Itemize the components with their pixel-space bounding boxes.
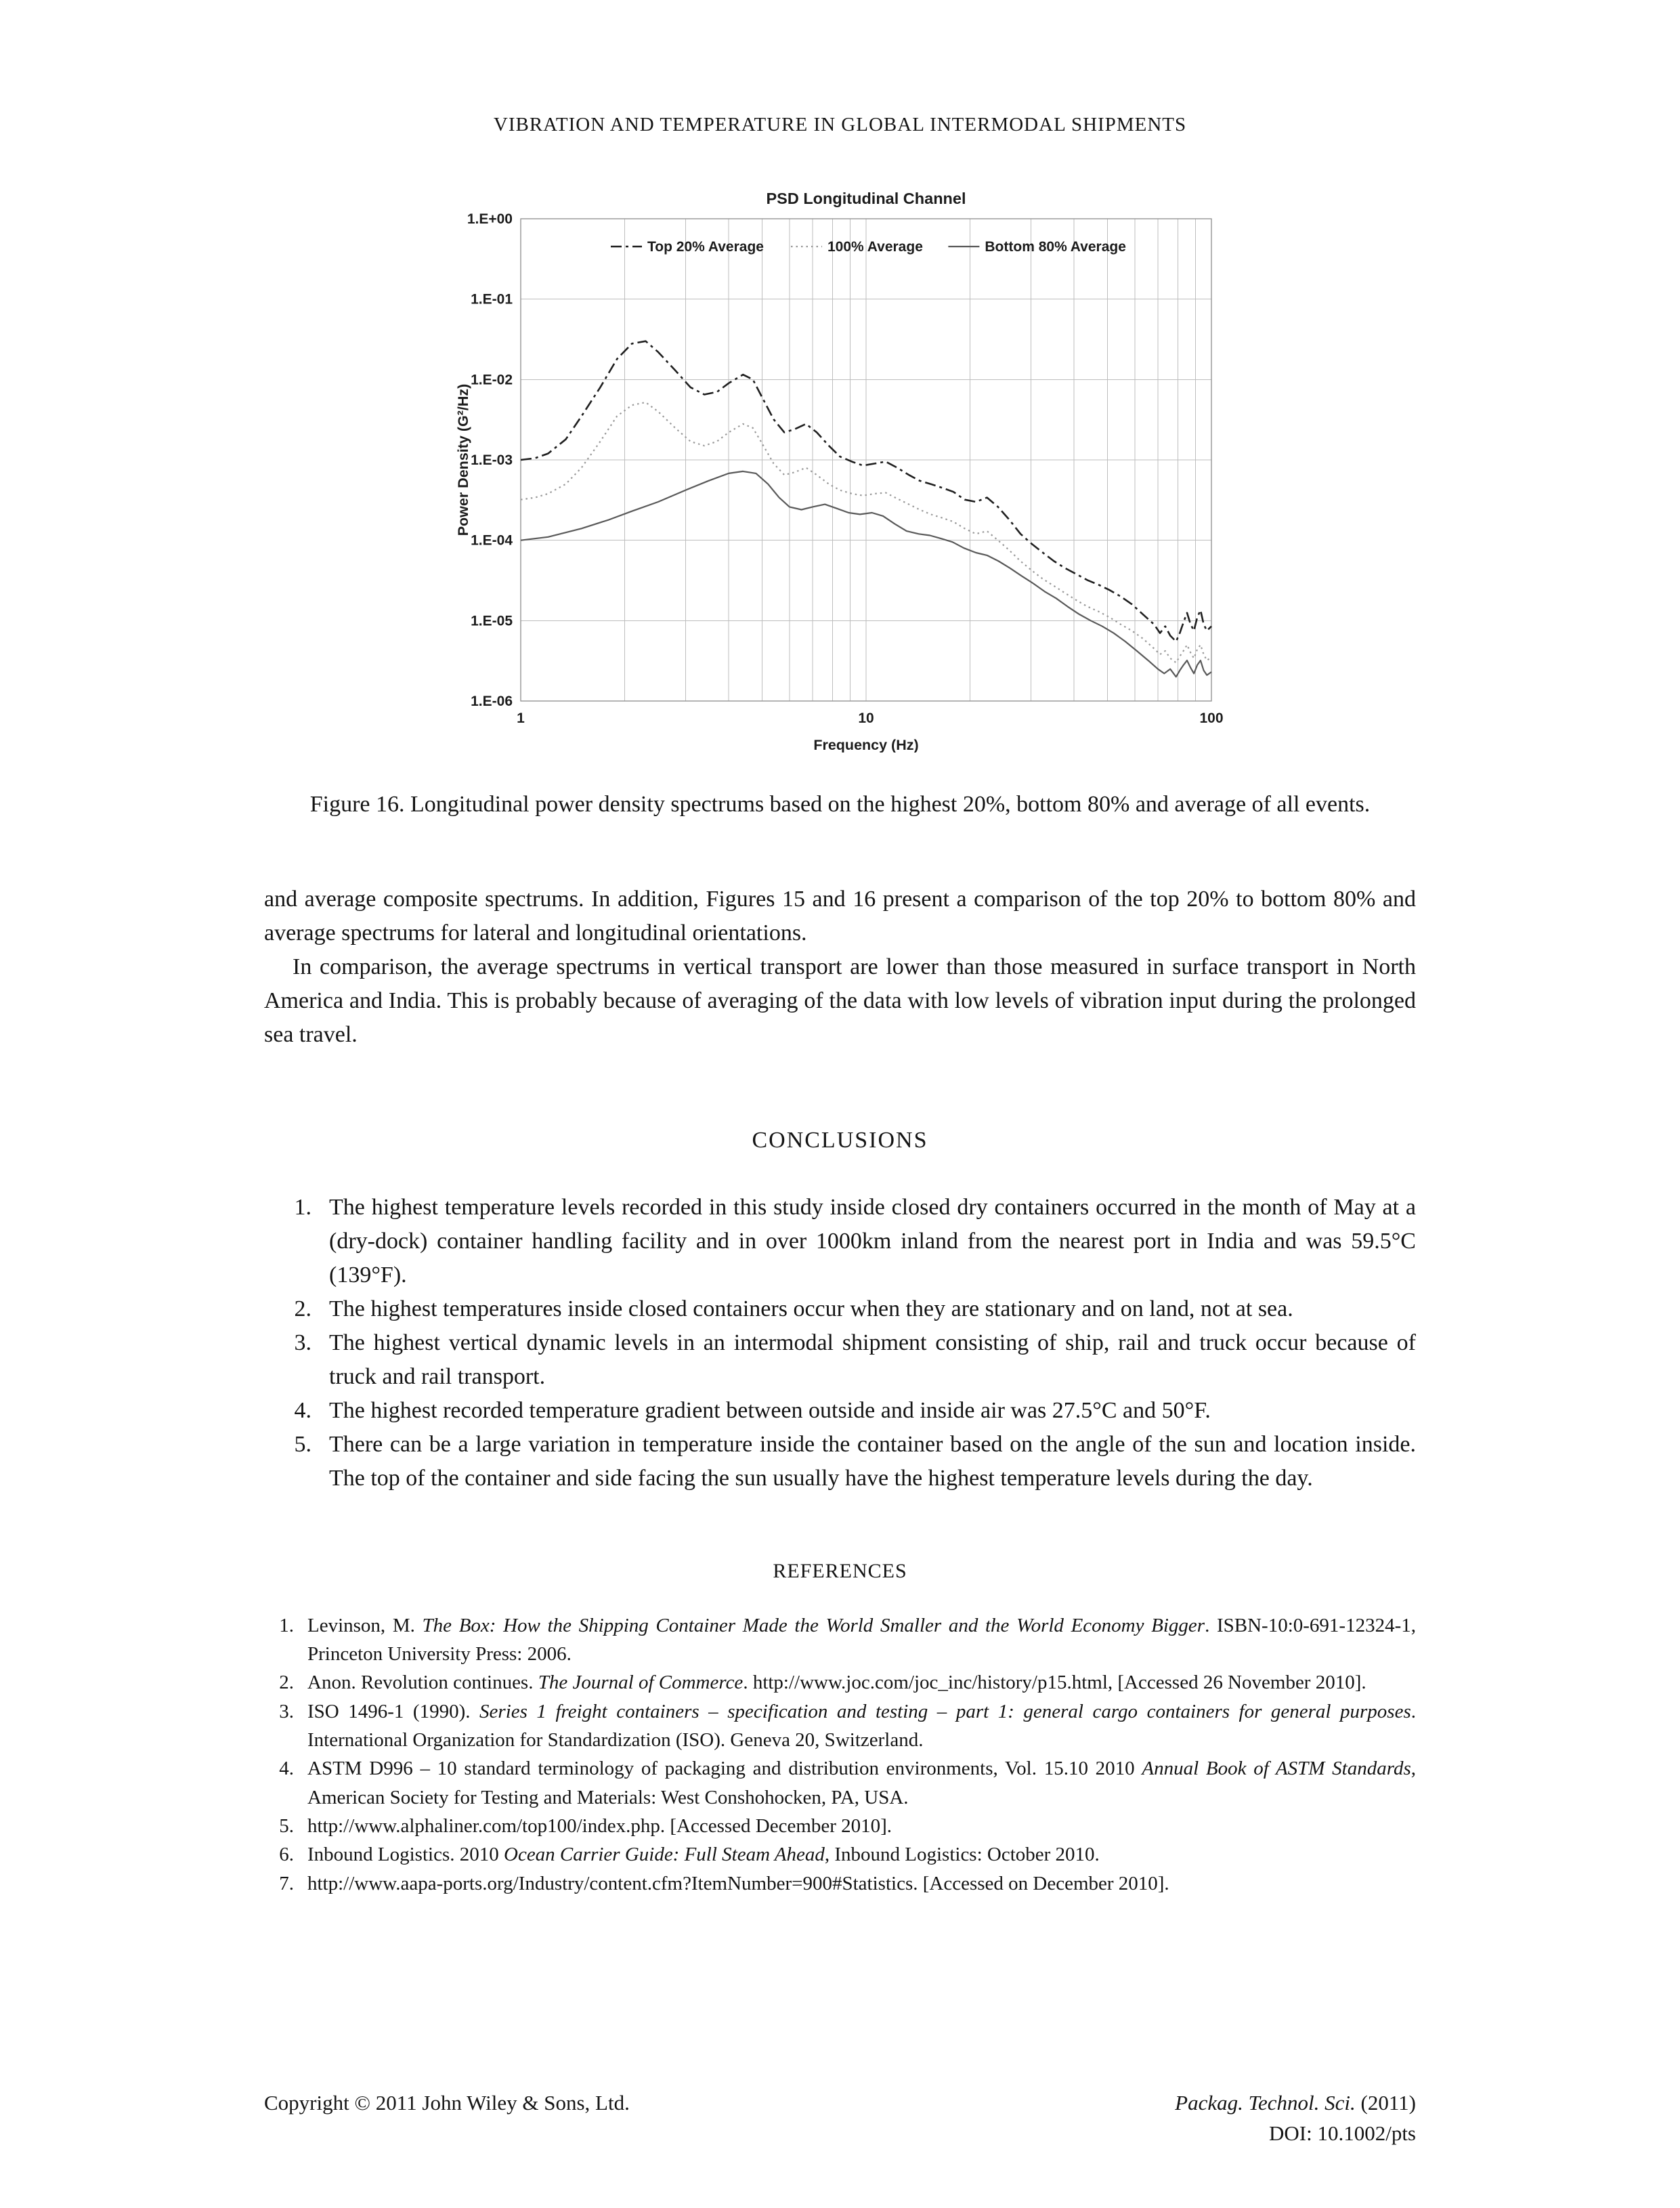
item-number: 2. xyxy=(294,1296,311,1321)
item-text: ASTM D996 – 10 standard terminology of packaging and distribution environments, Vol. 15.10 2010 Annual Book of ASTM Standards, American Society for Testing and Materials: West Conshohocken, PA, USA. xyxy=(307,1758,1416,1808)
conclusion-item xyxy=(284,1191,1416,1292)
y-tick-label: 1.E-03 xyxy=(470,452,513,468)
copyright-line: Copyright © 2011 John Wiley & Sons, Ltd. xyxy=(264,2091,630,2115)
y-tick-label: 1.E-01 xyxy=(470,291,513,307)
item-number: 1. xyxy=(294,1194,311,1220)
journal-year: (2011) xyxy=(1355,2091,1416,2115)
conclusion-item xyxy=(284,1394,1416,1428)
reference-item xyxy=(274,1869,1416,1898)
item-text: The highest temperature levels recorded in this study inside closed dry containers occurred in the month of May at a (dry-dock) container handling facility and in over 1000km inland from the nearest port in India and was 59.5°C (139°F). xyxy=(329,1194,1416,1288)
conclusion-item xyxy=(284,1292,1416,1326)
references-list xyxy=(264,1611,1416,1898)
item-text: The highest temperatures inside closed containers occur when they are stationary and on land, not at sea. xyxy=(329,1296,1293,1321)
item-number: 3. xyxy=(294,1330,311,1355)
psd-chart-svg xyxy=(448,184,1233,752)
item-number: 2. xyxy=(279,1672,294,1694)
item-number: 3. xyxy=(279,1700,294,1722)
legend-label: Top 20% Average xyxy=(647,239,764,255)
legend-label: 100% Average xyxy=(827,239,923,255)
journal-name: Packag. Technol. Sci. xyxy=(1175,2091,1356,2115)
x-tick-label: 10 xyxy=(857,710,874,726)
item-text: The highest vertical dynamic levels in an intermodal shipment consisting of ship, rail and truck occur because of truck and rail transport. xyxy=(329,1330,1416,1389)
reference-item xyxy=(274,1697,1416,1755)
y-tick-label: 1.E-05 xyxy=(470,613,513,629)
reference-item xyxy=(274,1840,1416,1869)
conclusion-item xyxy=(284,1428,1416,1495)
reference-item xyxy=(274,1611,1416,1669)
psd-chart xyxy=(448,184,1233,756)
item-text: Inbound Logistics. 2010 Ocean Carrier Guide: Full Steam Ahead, Inbound Logistics: October 2010. xyxy=(307,1844,1100,1866)
reference-item xyxy=(274,1668,1416,1697)
x-tick-label: 100 xyxy=(1199,710,1224,726)
item-text: http://www.aapa-ports.org/Industry/content.cfm?ItemNumber=900#Statistics. [Accessed on December 2010]. xyxy=(307,1872,1169,1894)
item-number: 1. xyxy=(279,1614,294,1636)
item-number: 4. xyxy=(294,1397,311,1423)
paragraph-1: and average composite spectrums. In addition, Figures 15 and 16 present a comparison of the top 20% to bottom 80% and average spectrums for lateral and longitudinal orientations. xyxy=(264,887,1416,946)
y-tick-label: 1.E-06 xyxy=(470,694,513,709)
gridlines xyxy=(521,219,1211,701)
item-number: 5. xyxy=(294,1431,311,1457)
references-heading: REFERENCES xyxy=(773,1559,907,1582)
reference-item xyxy=(274,1812,1416,1840)
conclusions-list xyxy=(264,1191,1416,1495)
x-tick-label: 1 xyxy=(516,710,525,726)
running-head: VIBRATION AND TEMPERATURE IN GLOBAL INTERMODAL SHIPMENTS xyxy=(493,114,1187,135)
doi-line: DOI: 10.1002/pts xyxy=(1269,2121,1416,2145)
item-text: Anon. Revolution continues. The Journal of Commerce. http://www.joc.com/joc_inc/history/p15.html, [Accessed 26 November 2010]. xyxy=(307,1672,1366,1694)
item-number: 5. xyxy=(279,1814,294,1837)
legend xyxy=(611,239,1126,255)
conclusions-heading: CONCLUSIONS xyxy=(752,1127,928,1153)
conclusion-item xyxy=(284,1326,1416,1394)
legend-label: Bottom 80% Average xyxy=(984,239,1126,255)
reference-item xyxy=(274,1754,1416,1812)
item-text: ISO 1496-1 (1990). Series 1 freight containers – specification and testing – part 1: general cargo containers for general purposes. International Organization for Standardization (ISO). Geneva 20, Switzerland. xyxy=(307,1700,1416,1751)
item-text: The highest recorded temperature gradient between outside and inside air was 27.5°C and 50°F. xyxy=(329,1397,1211,1423)
y-tick-label: 1.E+00 xyxy=(467,211,513,227)
page-footer xyxy=(264,2088,1416,2149)
chart-title: PSD Longitudinal Channel xyxy=(765,190,966,207)
journal-citation xyxy=(1175,2088,1416,2119)
figure-16 xyxy=(264,184,1416,822)
item-number: 7. xyxy=(279,1872,294,1894)
body-text xyxy=(264,883,1416,1052)
y-tick-label: 1.E-02 xyxy=(470,372,513,388)
item-number: 6. xyxy=(279,1844,294,1866)
figure-caption: Figure 16. Longitudinal power density spectrums based on the highest 20%, bottom 80% and average of all events. xyxy=(309,792,1371,817)
y-axis-title: Power Density (G²/Hz) xyxy=(454,383,471,536)
item-text: Levinson, M. The Box: How the Shipping Container Made the World Smaller and the World Economy Bigger. ISBN-10:0-691-12324-1, Princeton University Press: 2006. xyxy=(307,1614,1416,1665)
item-text: http://www.alphaliner.com/top100/index.php. [Accessed December 2010]. xyxy=(307,1814,892,1837)
item-text: There can be a large variation in temperature inside the container based on the angle of the sun and location inside. The top of the container and side facing the sun usually have the highest temperature levels during the day. xyxy=(329,1431,1416,1491)
item-number: 4. xyxy=(279,1758,294,1780)
paragraph-2: In comparison, the average spectrums in vertical transport are lower than those measured in surface transport in North America and India. This is probably because of averaging of the data with low levels of vibration input during the prolonged sea travel. xyxy=(264,954,1416,1047)
y-tick-label: 1.E-04 xyxy=(470,532,513,549)
x-axis-title: Frequency (Hz) xyxy=(813,737,919,752)
journal-info xyxy=(1175,2088,1416,2149)
